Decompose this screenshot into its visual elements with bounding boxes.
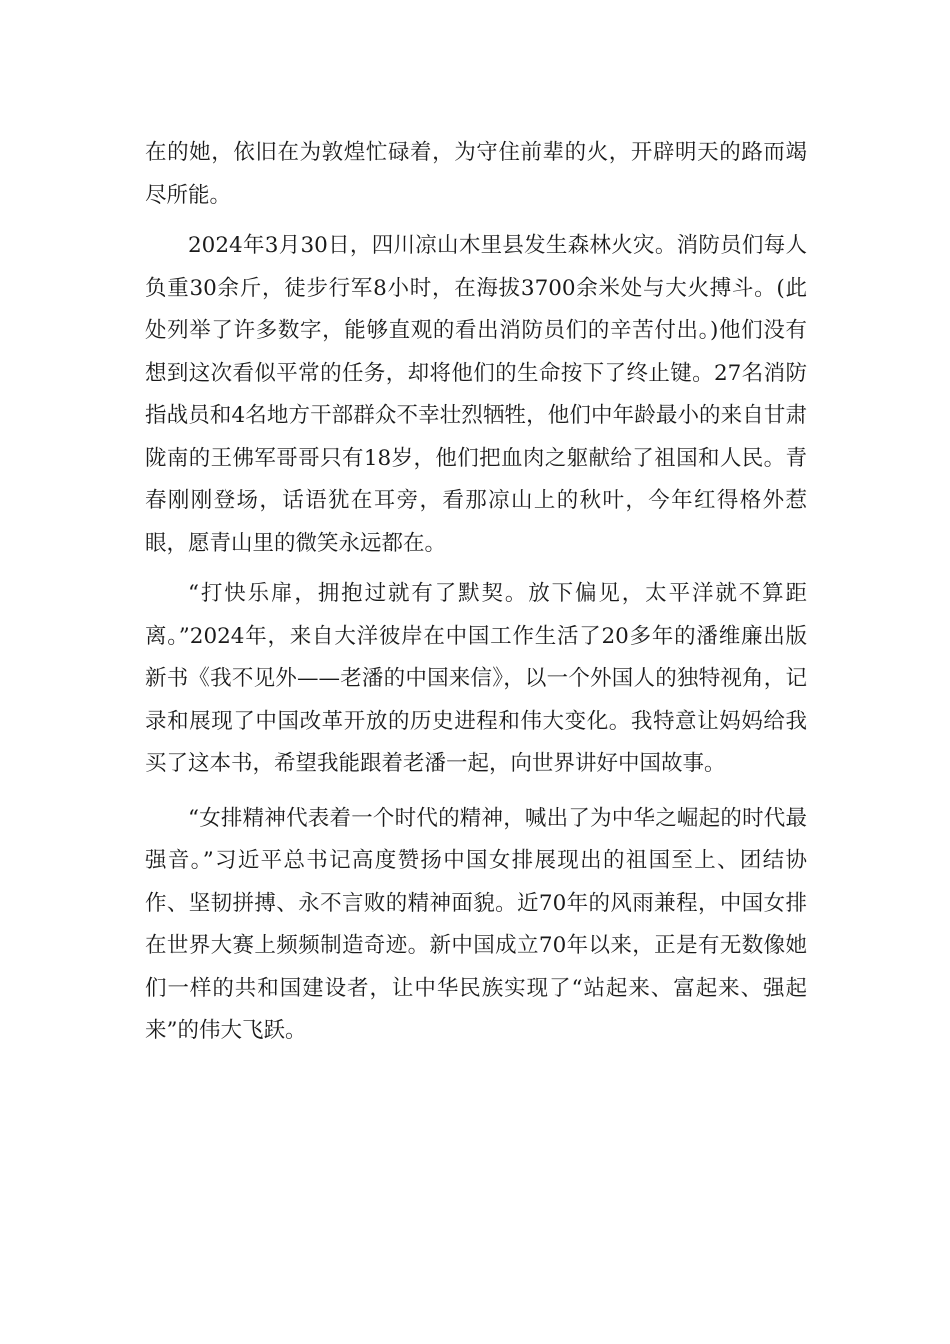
paragraph-womens-volleyball: “女排精神代表着一个时代的精神，喊出了为中华之崛起的时代最强音。”习近平总书记高度赞扬中国女排展现出的祖国至上、团结协作、坚韧拼搏、永不言败的精神面貌。近70年的风雨兼程，中国女排在世界大赛上频频制造奇迹。新中国成立70年以来，正是有无数像她们一样的共和国建设者，让中华民族实现了“站起来、富起来、强起来”的伟大飞跃。: [145, 805, 807, 1043]
paragraph-pan-weilian-book: “打快乐扉，拥抱过就有了默契。放下偏见，太平洋就不算距离。”2024年，来自大洋彼岸在中国工作生活了20多年的潘维廉出版新书《我不见外——老潘的中国来信》，以一个外国人的独特视角，记录和展现了中国改革开放的历史进程和伟大变化。我特意让妈妈给我买了这本书，希望我能跟着老潘一起，向世界讲好中国故事。: [145, 581, 807, 776]
paragraph-liangshan-firefighters: 2024年3月30日，四川凉山木里县发生森林火灾。消防员们每人负重30余斤，徒步行军8小时，在海拔3700余米处与大火搏斗。(此处列举了许多数字，能够直观的看出消防员们的辛苦付出。)他们没有想到这次看似平常的任务，却将他们的生命按下了终止键。27名消防指战员和4名地方干部群众不幸壮烈牺牲，他们中年龄最小的来自甘肃陇南的王佛军哥哥只有18岁，他们把血肉之躯献给了祖国和人民。青春刚刚登场，话语犹在耳旁，看那凉山上的秋叶，今年红得格外惹眼，愿青山里的微笑永远都在。: [145, 233, 807, 556]
document-body: [145, 132, 807, 1061]
paragraph-dunhuang-end: 在的她，依旧在为敦煌忙碌着，为守住前辈的火，开辟明天的路而竭尽所能。: [145, 140, 807, 208]
